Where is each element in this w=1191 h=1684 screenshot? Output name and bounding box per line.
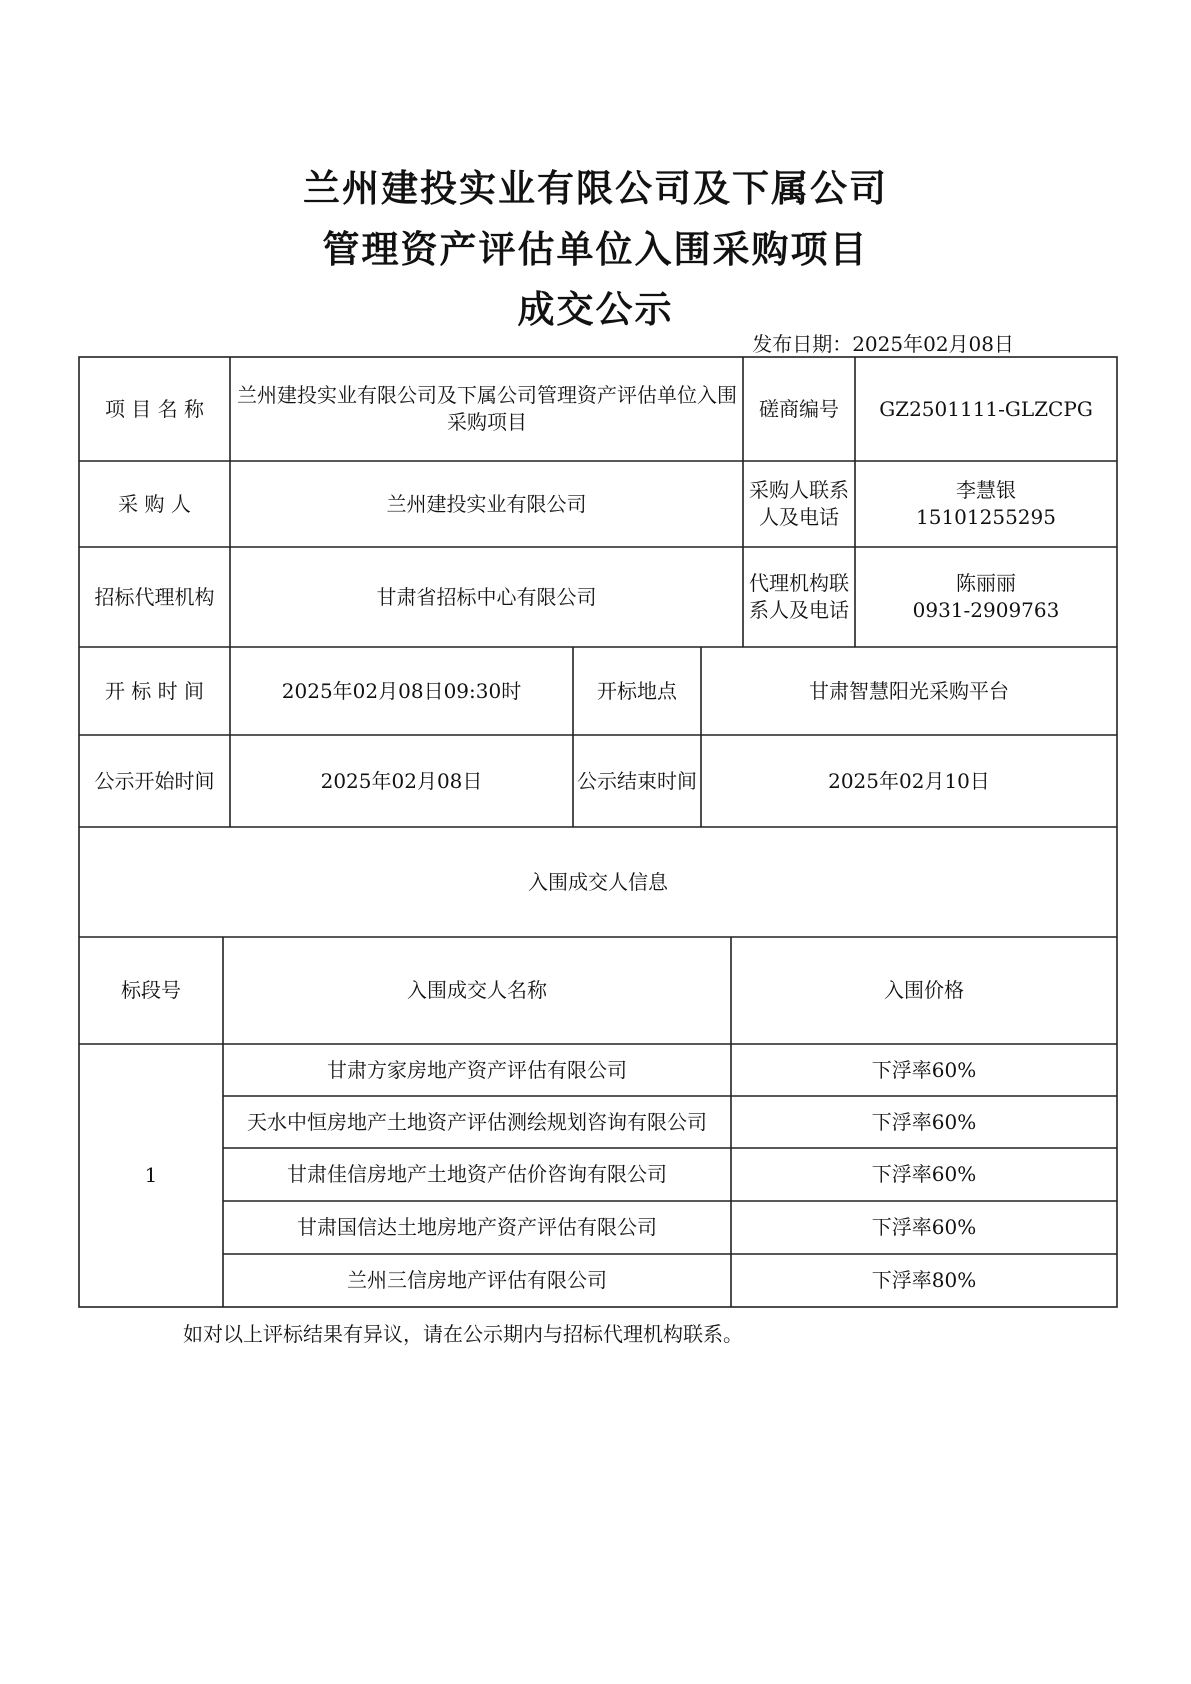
winner-name: 天水中恒房地产土地资产评估测绘规划咨询有限公司 xyxy=(247,1109,707,1134)
agency-contact-name: 陈丽丽 xyxy=(956,571,1016,595)
winner-price: 下浮率60% xyxy=(871,1109,977,1134)
purchaser-value: 兰州建投实业有限公司 xyxy=(386,491,587,516)
header-winner-name: 入围成交人名称 xyxy=(407,978,547,1002)
publish-date: 发布日期：2025年02月08日 xyxy=(752,332,1014,356)
header-lot: 标段号 xyxy=(121,978,181,1002)
notice-end-label: 公示结束时间 xyxy=(577,768,697,793)
winner-price: 下浮率60% xyxy=(871,1162,977,1186)
doc-title-line3: 成交公示 xyxy=(517,288,674,331)
doc-title-line1: 兰州建投实业有限公司及下属公司 xyxy=(303,167,888,210)
agency-contact-phone: 0931-2909763 xyxy=(912,598,1060,622)
purchaser-contact xyxy=(855,461,1117,547)
winner-name: 甘肃佳信房地产土地资产估价咨询有限公司 xyxy=(287,1162,667,1186)
project-name-value: 兰州建投实业有限公司及下属公司管理资产评估单位入围采购项目 xyxy=(237,383,737,434)
doc-title-line2: 管理资产评估单位入围采购项目 xyxy=(322,228,869,271)
winner-name: 甘肃方家房地产资产评估有限公司 xyxy=(327,1057,627,1082)
project-name-label: 项 目 名 称 xyxy=(104,396,205,421)
winner-name: 甘肃国信达土地房地产资产评估有限公司 xyxy=(297,1215,657,1239)
purchaser-label: 采 购 人 xyxy=(118,491,191,516)
opening-time-value: 2025年02月08日09:30时 xyxy=(281,678,522,703)
winners-section-title: 入围成交人信息 xyxy=(528,869,668,894)
lot-number: 1 xyxy=(144,1163,158,1187)
purchaser-contact-name: 李慧银 xyxy=(956,478,1016,502)
notice-end-value: 2025年02月10日 xyxy=(828,768,990,793)
notice-start-label: 公示开始时间 xyxy=(94,768,215,793)
purchaser-contact-label: 采购人联系人及电话 xyxy=(749,478,849,529)
agency-label: 招标代理机构 xyxy=(94,584,215,609)
notice-start-value: 2025年02月08日 xyxy=(320,768,483,793)
procurement-code-label: 磋商编号 xyxy=(759,396,839,421)
header-price: 入围价格 xyxy=(884,978,964,1002)
agency-contact-label: 代理机构联系人及电话 xyxy=(749,571,849,622)
agency-value: 甘肃省招标中心有限公司 xyxy=(376,584,597,609)
winner-name: 兰州三信房地产评估有限公司 xyxy=(347,1268,607,1292)
winner-price: 下浮率60% xyxy=(871,1057,977,1082)
purchaser-contact-phone: 15101255295 xyxy=(916,505,1056,529)
opening-time-label: 开 标 时 间 xyxy=(104,678,205,703)
winner-price: 下浮率80% xyxy=(871,1268,977,1292)
footer-note: 如对以上评标结果有异议，请在公示期内与招标代理机构联系。 xyxy=(183,1322,743,1346)
procurement-code-value: GZ2501111-GLZCPG xyxy=(879,396,1093,421)
opening-place-value: 甘肃智慧阳光采购平台 xyxy=(809,678,1009,703)
opening-place-label: 开标地点 xyxy=(597,678,677,703)
agency-contact xyxy=(855,547,1117,647)
winner-price: 下浮率60% xyxy=(871,1215,977,1239)
